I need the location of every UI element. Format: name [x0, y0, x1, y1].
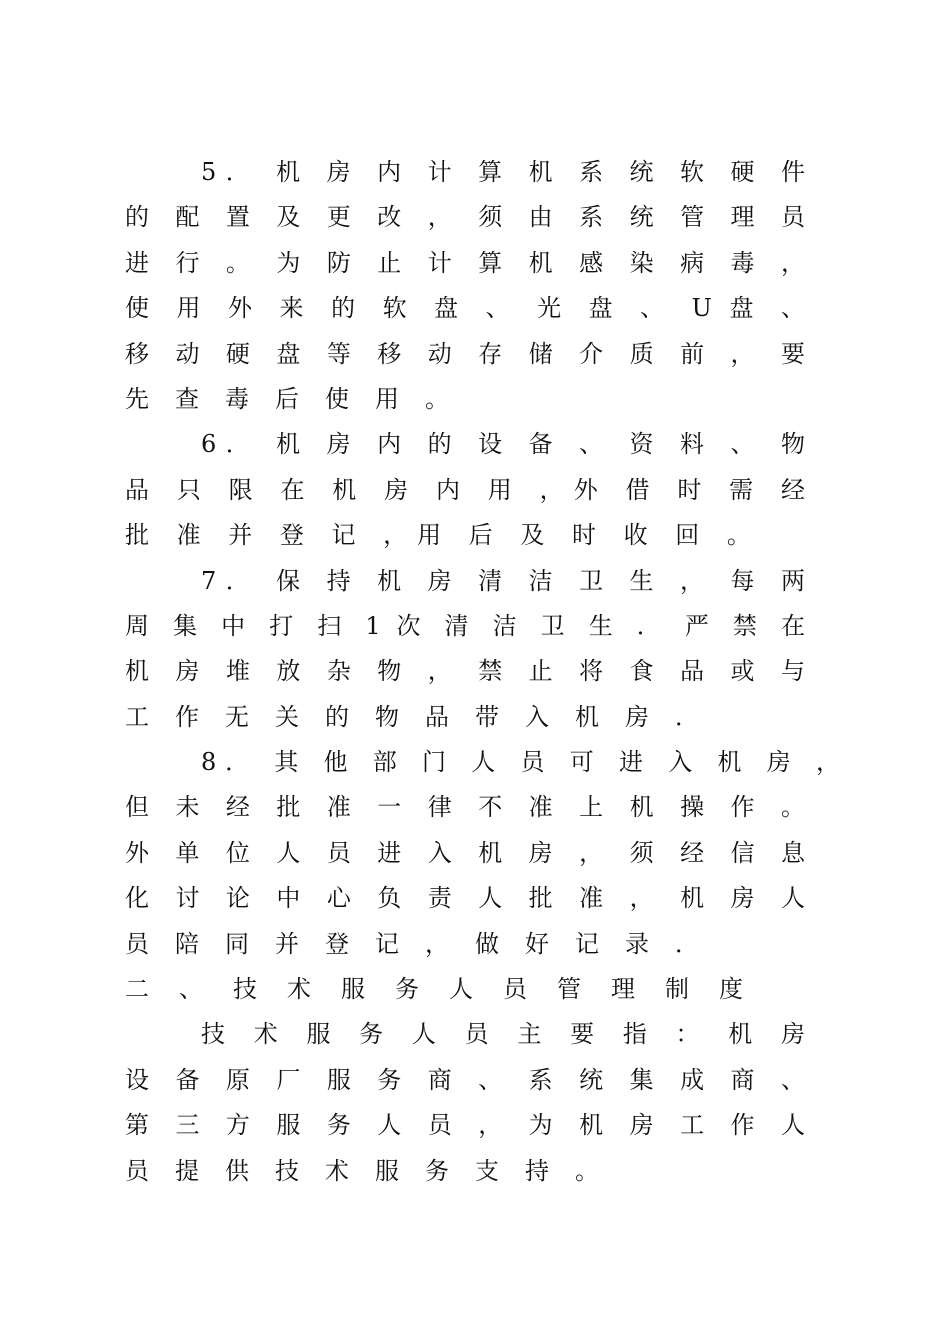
paragraph-5-line-3: 进 行 。 为 防 止 计 算 机 感 染 病 毒 ， [125, 248, 805, 277]
paragraph-7-line-1: 7． 保 持 机 房 清 洁 卫 生 ， 每 两 [201, 566, 805, 595]
paragraph-6-line-3: 批 准 并 登 记 ，用 后 及 时 收 回 。 [125, 521, 761, 550]
paragraph-tech-line-3: 第 三 方 服 务 人 员 ， 为 机 房 工 作 人 [125, 1111, 805, 1140]
paragraph-tech-line-2: 设 备 原 厂 服 务 商 、 系 统 集 成 商 、 [125, 1065, 805, 1094]
paragraph-8-line-5: 员陪同并登记，做好记录． [125, 929, 725, 958]
paragraph-tech-line-4: 员提供技术服务支持。 [125, 1156, 625, 1185]
paragraph-5-line-6: 先查毒后使用。 [125, 384, 475, 413]
paragraph-5-line-5: 移 动 硬 盘 等 移 动 存 储 介 质 前 ， 要 [125, 339, 805, 368]
paragraph-5-line-2: 的 配 置 及 更 改 ， 须 由 系 统 管 理 员 [125, 203, 805, 232]
paragraph-7-line-4: 工作无关的物品带入机房． [125, 702, 725, 731]
paragraph-7-line-3: 机 房 堆 放 杂 物 ， 禁 止 将 食 品 或 与 [125, 657, 805, 686]
paragraph-6-line-2: 品 只 限 在 机 房 内 用 ，外 借 时 需 经 [125, 475, 805, 504]
paragraph-8-line-3: 外 单 位 人 员 进 入 机 房 ， 须 经 信 息 [125, 838, 805, 867]
paragraph-8-line-2: 但 未 经 批 准 一 律 不 准 上 机 操 作 。 [125, 793, 805, 822]
paragraph-5-line-4: 使 用 外 来 的 软 盘 、 光 盘 、 U 盘 、 [125, 294, 805, 323]
paragraph-tech-line-1: 技 术 服 务 人 员 主 要 指 ： 机 房 [201, 1020, 805, 1049]
paragraph-6-line-1: 6． 机 房 内 的 设 备 、 资 料 、 物 [201, 430, 805, 459]
paragraph-8-line-4: 化 讨 论 中 心 负 责 人 批 准 ， 机 房 人 [125, 884, 805, 913]
paragraph-5-line-1: 5． 机 房 内 计 算 机 系 统 软 硬 件 [201, 158, 805, 186]
paragraph-8-line-1: 8． 其 他 部 门 人 员 可 进 入 机 房 ， [201, 748, 840, 777]
paragraph-7-line-2: 周 集 中 打 扫 1 次 清 洁 卫 生 ． 严 禁 在 [125, 611, 805, 640]
document-body [125, 150, 840, 1194]
section-heading: 二、技术服务人员管理制度 [125, 975, 773, 1004]
